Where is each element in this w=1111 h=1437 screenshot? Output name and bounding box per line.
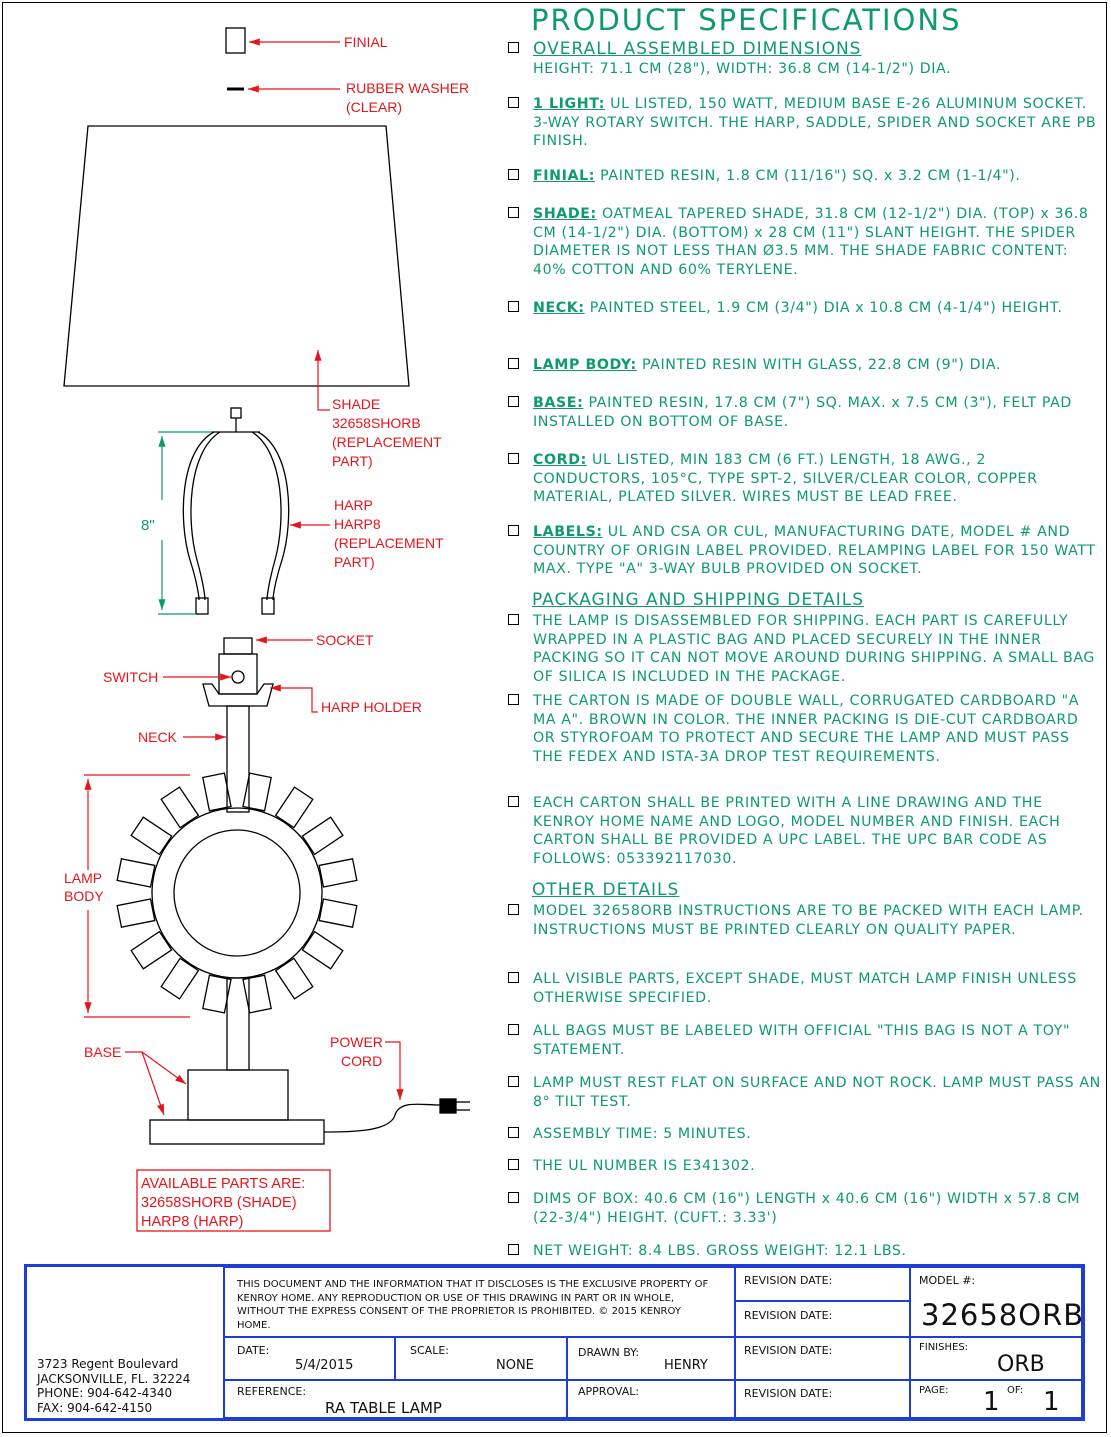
- spec-heading: BASE:: [533, 395, 584, 411]
- scale-cell: [395, 1337, 567, 1380]
- other-title: OTHER DETAILS: [532, 880, 680, 900]
- harp-holder-label: HARP HOLDER: [321, 699, 422, 715]
- base-plate: [150, 1120, 324, 1144]
- checkbox[interactable]: [508, 1076, 519, 1087]
- spec-text: [533, 1022, 1103, 1059]
- spec-heading: 1 LIGHT:: [533, 96, 606, 112]
- finishes-cell: [910, 1337, 1082, 1380]
- page-label: PAGE:: [919, 1385, 949, 1396]
- revision-label: REVISION DATE:: [744, 1387, 833, 1400]
- date-value: 5/4/2015: [295, 1358, 354, 1373]
- spec-body: LAMP MUST REST FLAT ON SURFACE AND NOT ROCK. LAMP MUST PASS AN 8° TILT TEST.: [533, 1075, 1101, 1110]
- checkbox[interactable]: [508, 453, 519, 464]
- spec-body: THE UL NUMBER IS E341302.: [533, 1158, 756, 1174]
- harp-label: HARP HARP8 (REPLACEMENT PART): [334, 497, 444, 570]
- shade-part: [64, 126, 409, 386]
- approval-cell: [567, 1380, 735, 1418]
- spec-body: PAINTED RESIN, 1.8 CM (11/16") SQ. x 3.2 CM (1-1/4").: [600, 168, 1021, 184]
- switch-label: SWITCH: [103, 669, 159, 685]
- copyright-notice: THIS DOCUMENT AND THE INFORMATION THAT IT DISCLOSES IS THE EXCLUSIVE PROPERTY OF KENROY HOME. ANY REPRODUCTION OR USE OF THIS DRAWING IN PART OR IN WHOLE, WITHOUT THE EXPRESS CONSENT OF THE PROPRIETOR IS PROHIBITED. © 2015 KENROY HOME.: [237, 1279, 709, 1331]
- spec-heading: SHADE:: [533, 206, 597, 222]
- revision-cell: [735, 1267, 910, 1301]
- checkbox[interactable]: [508, 1127, 519, 1138]
- checkbox[interactable]: [508, 796, 519, 807]
- neck-label: NECK: [138, 729, 177, 745]
- spec-text: [533, 394, 1103, 431]
- model-label: MODEL #:: [919, 1274, 976, 1287]
- spec-body: THE LAMP IS DISASSEMBLED FOR SHIPPING. EACH PART IS CAREFULLY WRAPPED IN A PLASTIC BAG AND PLACED SECURELY IN THE INNER PACKING SO IT CAN NOT MOVE AROUND DURING SHIPPING. A SMALL BAG OF SILICA IS INCLUDED IN THE PACKAGE.: [533, 613, 1095, 685]
- revision-label: REVISION DATE:: [744, 1274, 833, 1287]
- lamp-body-ray: [161, 958, 198, 998]
- spec-text: [533, 1074, 1103, 1111]
- spec-text: [533, 40, 1103, 78]
- finial-part: [226, 28, 245, 53]
- lamp-body-ray: [131, 932, 171, 969]
- scale-label: SCALE:: [410, 1344, 449, 1357]
- spec-body: UL LISTED, MIN 183 CM (6 FT.) LENGTH, 18 AWG., 2 CONDUCTORS, 105°C, TYPE SPT-2, SILVER/CLEAR COLOR, COPPER MATERIAL, PLATED SILVER. WIRES MUST BE LEAD FREE.: [533, 452, 1038, 505]
- revision-label: REVISION DATE:: [744, 1309, 833, 1322]
- harp-height-label: 8": [141, 517, 155, 534]
- spec-body: OATMEAL TAPERED SHADE, 31.8 CM (12-1/2") DIA. (TOP) x 36.8 CM (14-1/2") DIA. (BOTTOM) x 28 CM (11") SLANT HEIGHT. THE SPIDER DIAMETER IS NOT LESS THAN Ø3.5 MM. THE SHADE FABRIC CONTENT: 40% COTTON AND 60% TERYLENE.: [533, 206, 1089, 278]
- spec-text: [533, 794, 1103, 868]
- drawn-cell: [567, 1337, 735, 1380]
- checkbox[interactable]: [508, 1024, 519, 1035]
- checkbox[interactable]: [508, 972, 519, 983]
- lamp-body-part: [117, 773, 357, 1013]
- spec-heading: LAMP BODY:: [533, 357, 637, 373]
- lamp-body-ray: [276, 787, 313, 827]
- notice-cell: [224, 1267, 735, 1337]
- checkbox[interactable]: [508, 614, 519, 625]
- spec-body: PAINTED RESIN WITH GLASS, 22.8 CM (9") DIA.: [641, 357, 1002, 373]
- power-cord-part: [324, 1104, 440, 1132]
- approval-label: APPROVAL:: [578, 1385, 640, 1398]
- spec-heading: NECK:: [533, 300, 585, 316]
- harp-part: [183, 408, 288, 614]
- revision-cell: [735, 1301, 910, 1337]
- spec-text: [533, 523, 1103, 579]
- checkbox[interactable]: [508, 694, 519, 705]
- checkbox[interactable]: [508, 358, 519, 369]
- spec-text: [533, 299, 1103, 318]
- spec-text: [533, 1157, 1103, 1176]
- checkbox[interactable]: [508, 42, 519, 53]
- spec-text: [533, 902, 1103, 939]
- drawn-label: DRAWN BY:: [578, 1346, 640, 1359]
- lamp-body-ray: [243, 773, 271, 811]
- spec-text: [533, 356, 1103, 375]
- spec-body: DIMS OF BOX: 40.6 CM (16") LENGTH x 40.6 CM (16") WIDTH x 57.8 CM (22-3/4") HEIGHT. (CUFT.: 3.33'): [533, 1191, 1081, 1226]
- address-line: FAX: 904-642-4150: [37, 1400, 153, 1415]
- checkbox[interactable]: [508, 1159, 519, 1170]
- checkbox[interactable]: [508, 1244, 519, 1255]
- spec-text: [533, 1242, 1103, 1261]
- spec-body: ALL BAGS MUST BE LABELED WITH OFFICIAL "THIS BAG IS NOT A TOY" STATEMENT.: [533, 1023, 1071, 1058]
- spec-title: PRODUCT SPECIFICATIONS: [531, 3, 962, 37]
- power-cord-label: POWER CORD: [330, 1034, 383, 1069]
- spec-body: PAINTED STEEL, 1.9 CM (3/4") DIA x 10.8 CM (4-1/4") HEIGHT.: [589, 300, 1063, 316]
- address-cell: [27, 1267, 224, 1418]
- spec-body: PAINTED RESIN, 17.8 CM (7") SQ. MAX. x 7.5 CM (3"), FELT PAD INSTALLED ON BOTTOM OF BASE.: [533, 395, 1072, 430]
- reference-cell: [224, 1380, 567, 1418]
- page-cell: [910, 1380, 1082, 1418]
- date-cell: [224, 1337, 395, 1380]
- revision-label: REVISION DATE:: [744, 1344, 833, 1357]
- spec-heading: LABELS:: [533, 524, 603, 540]
- scale-value: NONE: [496, 1358, 534, 1373]
- finishes-value: ORB: [997, 1352, 1045, 1377]
- lamp-body-label: LAMP BODY: [64, 870, 104, 904]
- shade-label: SHADE 32658SHORB (REPLACEMENT PART): [332, 396, 442, 469]
- base-upper: [188, 1070, 288, 1120]
- lamp-body-ray: [131, 817, 171, 854]
- spec-text: [533, 451, 1103, 507]
- spec-text: [533, 612, 1103, 686]
- checkbox[interactable]: [508, 904, 519, 915]
- spec-heading: OVERALL ASSEMBLED DIMENSIONS: [533, 39, 862, 59]
- spec-body: MODEL 32658ORB INSTRUCTIONS ARE TO BE PACKED WITH EACH LAMP. INSTRUCTIONS MUST BE PRINTED CLEARLY ON QUALITY PAPER.: [533, 903, 1084, 938]
- spec-body: UL AND CSA OR CUL, MANUFACTURING DATE, MODEL # AND COUNTRY OF ORIGIN LABEL PROVIDED. RELAMPING LABEL FOR 150 WATT MAX. TYPE "A" 3-WAY BULB PROVIDED ON SOCKET.: [533, 524, 1096, 577]
- checkbox[interactable]: [508, 525, 519, 536]
- checkbox[interactable]: [508, 169, 519, 180]
- socket-part: [203, 638, 273, 706]
- title-block: [24, 1264, 1085, 1421]
- spec-heading: CORD:: [533, 452, 587, 468]
- lamp-body-ray: [319, 859, 357, 887]
- address-line: 3723 Regent Boulevard: [37, 1357, 179, 1371]
- spec-body: ASSEMBLY TIME: 5 MINUTES.: [533, 1126, 752, 1142]
- spec-body: ALL VISIBLE PARTS, EXCEPT SHADE, MUST MATCH LAMP FINISH UNLESS OTHERWISE SPECIFIED.: [533, 971, 1077, 1006]
- spec-text: [533, 1190, 1103, 1227]
- model-value: 32658ORB: [921, 1298, 1085, 1332]
- washer-label: RUBBER WASHER (CLEAR): [346, 80, 470, 115]
- date-label: DATE:: [237, 1344, 270, 1357]
- lamp-body-ray: [276, 958, 313, 998]
- spec-text: [533, 205, 1103, 279]
- available-parts-text: AVAILABLE PARTS ARE: 32658SHORB (SHADE) HARP8 (HARP): [141, 1176, 306, 1230]
- drawn-value: HENRY: [664, 1358, 708, 1373]
- checkbox[interactable]: [508, 97, 519, 108]
- model-cell: [910, 1267, 1085, 1337]
- checkbox[interactable]: [508, 207, 519, 218]
- lamp-body-ray: [117, 859, 155, 887]
- revision-cell: [735, 1337, 910, 1380]
- checkbox[interactable]: [508, 1192, 519, 1203]
- of-value: 1: [1043, 1387, 1060, 1417]
- reference-label: REFERENCE:: [237, 1385, 307, 1398]
- spec-text: [533, 167, 1103, 186]
- socket-label: SOCKET: [316, 632, 374, 648]
- lamp-body-ray: [319, 899, 357, 927]
- finial-label: FINIAL: [344, 34, 388, 50]
- lamp-body-ray: [302, 932, 342, 969]
- spec-text: [533, 970, 1103, 1007]
- lamp-body-ray: [161, 787, 198, 827]
- spec-text: [533, 95, 1103, 151]
- spec-heading: FINIAL:: [533, 168, 596, 184]
- lamp-body-ray: [243, 975, 271, 1013]
- of-label: OF:: [1007, 1385, 1024, 1396]
- lamp-drawing: [0, 0, 500, 1260]
- address: [37, 1357, 190, 1415]
- spec-body: UL LISTED, 150 WATT, MEDIUM BASE E-26 ALUMINUM SOCKET. 3-WAY ROTARY SWITCH. THE HARP, SADDLE, SPIDER AND SOCKET ARE PB FINISH.: [533, 96, 1097, 149]
- checkbox[interactable]: [508, 301, 519, 312]
- spec-body: EACH CARTON SHALL BE PRINTED WITH A LINE DRAWING AND THE KENROY HOME NAME AND LOGO, MODEL NUMBER AND FINISH. EACH CARTON SHALL BE PROVIDED A UPC LABEL. THE UPC BAR CODE AS FOLLOWS: 053392117030.: [533, 795, 1061, 867]
- lamp-body-ray: [117, 899, 155, 927]
- address-line: PHONE: 904-642-4340: [37, 1386, 173, 1400]
- spec-text: [533, 1125, 1103, 1144]
- spec-body: HEIGHT: 71.1 CM (28"), WIDTH: 36.8 CM (14-1/2") DIA.: [533, 60, 952, 77]
- page-value: 1: [983, 1387, 1000, 1417]
- checkbox[interactable]: [508, 396, 519, 407]
- address-line: JACKSONVILLE, FL. 32224: [37, 1371, 191, 1386]
- base-label: BASE: [84, 1044, 122, 1060]
- packaging-title: PACKAGING AND SHIPPING DETAILS: [532, 590, 865, 610]
- spec-body: THE CARTON IS MADE OF DOUBLE WALL, CORRUGATED CARDBOARD "A MA A". BROWN IN COLOR. THE INNER PACKING IS DIE-CUT CARDBOARD OR STYROFOAM TO PROTECT AND SECURE THE LAMP AND MUST PASS THE FEDEX AND ISTA-3A DROP TEST REQUIREMENTS.: [533, 693, 1080, 765]
- reference-value: RA TABLE LAMP: [325, 1399, 442, 1417]
- lamp-body-ray: [302, 817, 342, 854]
- revision-cell: [735, 1380, 910, 1418]
- spec-text: [533, 692, 1103, 766]
- spec-body: NET WEIGHT: 8.4 LBS. GROSS WEIGHT: 12.1 LBS.: [533, 1243, 907, 1259]
- finishes-label: FINISHES:: [919, 1342, 969, 1353]
